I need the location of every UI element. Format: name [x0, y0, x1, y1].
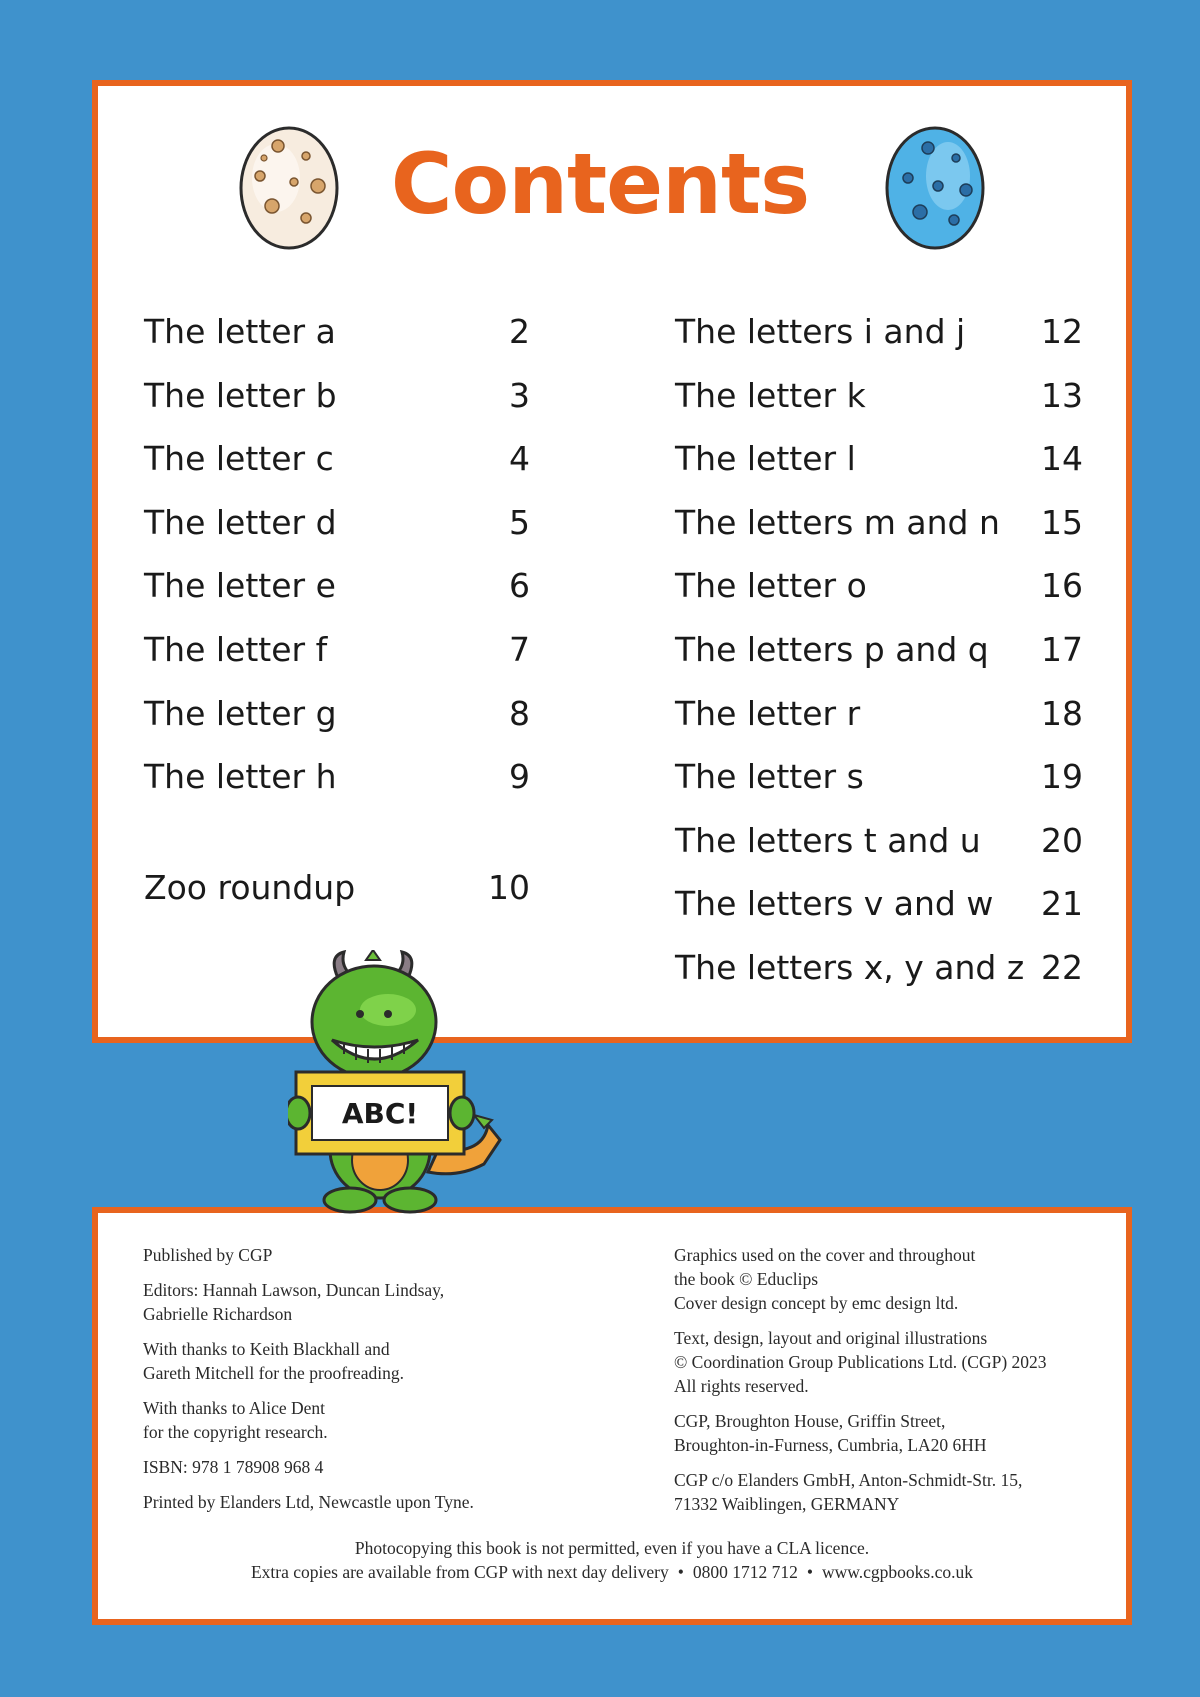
toc-entry-page: 20: [1041, 820, 1083, 860]
toc-entry: [675, 872, 1083, 936]
toc-entry-page: 8: [509, 693, 530, 733]
toc-entry: [675, 491, 1083, 555]
credit-line: Published by CGP: [143, 1245, 273, 1265]
toc-entry: [144, 856, 530, 920]
credit-line: All rights reserved.: [674, 1376, 809, 1396]
toc-entry: [675, 300, 1083, 364]
toc-entry-label: The letters t and u: [675, 820, 981, 860]
toc-entry-page: 13: [1041, 375, 1083, 415]
toc-entry: [675, 554, 1083, 618]
toc-entry: [144, 554, 530, 618]
credit-line: ISBN: 978 1 78908 968 4: [143, 1457, 324, 1477]
credit-line: With thanks to Alice Dent: [143, 1398, 326, 1418]
footer-phone: 0800 1712 712: [692, 1562, 798, 1582]
toc-right-column: [675, 300, 1083, 1000]
toc-entry-page: 5: [509, 502, 530, 542]
toc-entry-label: The letter k: [675, 375, 866, 415]
toc-entry-page: 22: [1041, 947, 1083, 987]
toc-entry: [144, 745, 530, 809]
toc-entry-label: The letter e: [144, 566, 336, 606]
toc-entry-label: The letter a: [144, 312, 336, 351]
toc-entry-page: 10: [488, 867, 530, 907]
toc-entry-page: 6: [509, 566, 530, 606]
toc-entry-label: The letters p and q: [675, 629, 989, 669]
credit-paragraph: [674, 1326, 1114, 1398]
footer-website: www.cgpbooks.co.uk: [822, 1562, 974, 1582]
toc-entry-page: 2: [509, 312, 530, 351]
toc-entry: [675, 809, 1083, 873]
toc-entry: [144, 300, 530, 364]
toc-entry-page: 4: [509, 439, 530, 479]
toc-entry-label: The letter d: [144, 502, 337, 542]
toc-entry: [675, 936, 1083, 1000]
credit-line: Printed by Elanders Ltd, Newcastle upon Tyne.: [143, 1492, 474, 1512]
page-title: Contents: [390, 135, 810, 233]
toc-entry: [144, 427, 530, 491]
toc-entry-page: 17: [1041, 629, 1083, 669]
credit-paragraph: [143, 1455, 583, 1479]
credit-line: for the copyright research.: [143, 1422, 328, 1442]
toc-entry-label: The letter f: [144, 629, 328, 669]
toc-entry-page: 19: [1041, 757, 1083, 797]
toc-entry-page: 18: [1041, 693, 1083, 733]
toc-entry-page: 15: [1041, 502, 1083, 542]
toc-entry: [675, 427, 1083, 491]
footer-separator: •: [677, 1562, 684, 1582]
toc-entry-label: The letter h: [144, 757, 337, 797]
credit-line: Gabrielle Richardson: [143, 1304, 293, 1324]
credit-line: 71332 Waiblingen, GERMANY: [674, 1494, 900, 1514]
toc-entry-page: 7: [509, 629, 530, 669]
toc-entry-label: Zoo roundup: [144, 867, 356, 907]
dragon-sign-text: ABC!: [341, 1097, 419, 1130]
toc-entry: [144, 364, 530, 428]
credit-paragraph: [674, 1409, 1114, 1457]
credit-line: CGP c/o Elanders GmbH, Anton-Schmidt-Str. 15,: [674, 1470, 1023, 1490]
toc-entry-page: 12: [1041, 312, 1083, 351]
toc-entry-page: 14: [1041, 439, 1083, 479]
toc-entry-label: The letter s: [675, 757, 864, 797]
toc-entry-label: The letter g: [144, 693, 337, 733]
credit-paragraph: [143, 1243, 583, 1267]
toc-entry-label: The letter c: [144, 439, 334, 479]
footer-notice: [92, 1536, 1132, 1584]
credit-line: Text, design, layout and original illustrations: [674, 1328, 988, 1348]
toc-entry: [144, 682, 530, 746]
credit-line: With thanks to Keith Blackhall and: [143, 1339, 390, 1359]
toc-entry-label: The letters x, y and z: [675, 947, 1025, 987]
toc-entry: [144, 618, 530, 682]
footer-line-2: [92, 1560, 1132, 1584]
toc-entry-page: 3: [509, 375, 530, 415]
credit-paragraph: [143, 1396, 583, 1444]
toc-entry-label: The letter l: [675, 439, 856, 479]
credit-paragraph: [674, 1468, 1114, 1516]
credit-paragraph: [143, 1490, 583, 1514]
toc-entry-label: The letters m and n: [675, 502, 1000, 542]
toc-entry-page: 9: [509, 757, 530, 797]
toc-entry-page: 16: [1041, 566, 1083, 606]
toc-entry-label: The letters i and j: [675, 312, 966, 351]
footer-line-1: Photocopying this book is not permitted, even if you have a CLA licence.: [354, 1538, 870, 1558]
toc-entry-label: The letter r: [675, 693, 861, 733]
toc-entry: [675, 682, 1083, 746]
toc-entry: [144, 491, 530, 555]
toc-entry-label: The letter b: [144, 375, 337, 415]
toc-entry-label: The letters v and w: [675, 884, 994, 924]
credit-line: © Coordination Group Publications Ltd. (CGP) 2023: [674, 1352, 1047, 1372]
credits-right-column: [674, 1243, 1114, 1527]
credit-line: CGP, Broughton House, Griffin Street,: [674, 1411, 946, 1431]
credit-paragraph: [143, 1278, 583, 1326]
green-dragon-mascot-icon: [288, 950, 508, 1214]
credits-left-column: [143, 1243, 583, 1525]
credit-line: Graphics used on the cover and throughout: [674, 1245, 976, 1265]
credit-paragraph: [143, 1337, 583, 1385]
toc-entry-label: The letter o: [675, 566, 867, 606]
toc-entry-page: 21: [1041, 884, 1083, 924]
toc-entry: [675, 745, 1083, 809]
toc-left-column: [144, 300, 530, 919]
credit-line: Broughton-in-Furness, Cumbria, LA20 6HH: [674, 1435, 987, 1455]
credit-line: Editors: Hannah Lawson, Duncan Lindsay,: [143, 1280, 445, 1300]
credit-line: Cover design concept by emc design ltd.: [674, 1293, 959, 1313]
credit-line: the book © Educlips: [674, 1269, 819, 1289]
credit-paragraph: [674, 1243, 1114, 1315]
toc-entry: [675, 364, 1083, 428]
credit-line: Gareth Mitchell for the proofreading.: [143, 1363, 404, 1383]
toc-entry: [675, 618, 1083, 682]
footer-delivery-text: Extra copies are available from CGP with next day delivery: [250, 1562, 669, 1582]
footer-separator: •: [806, 1562, 814, 1582]
